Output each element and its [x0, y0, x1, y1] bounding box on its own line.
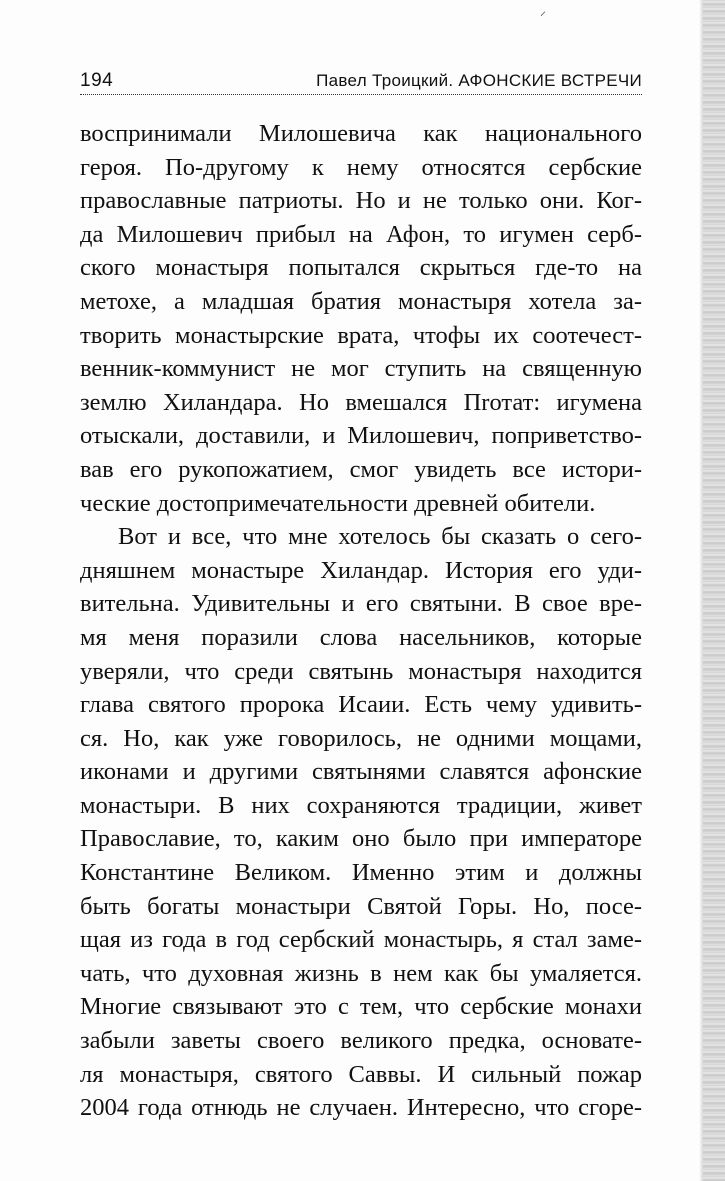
text-line: вительна. Удивительны и его святыни. В свое вре-: [80, 590, 642, 618]
page-header: [80, 70, 642, 95]
text-line: 2004 года отнюдь не случаен. Интересно, что сгоре-: [80, 1094, 642, 1122]
page-edge-stack: [703, 0, 725, 1181]
text-line: Вот и все, что мне хотелось бы сказать о сего-: [118, 523, 642, 551]
scan-speck: ⸝: [540, 4, 547, 18]
text-line: героя. По-другому к нему относятся сербские: [80, 153, 642, 181]
text-line: воспринимали Милошевича как национального: [80, 120, 642, 147]
text-line: глава святого пророка Исаии. Есть чему удивить-: [80, 691, 642, 719]
text-line: щая из года в год сербский монастырь, я стал заме-: [80, 926, 642, 954]
text-line: да Милошевич прибыл на Афон, то игумен серб-: [80, 220, 642, 248]
text-line: землю Хиландара. Но вмешался Пrотат: игумена: [80, 388, 642, 416]
text-line: Константине Великом. Именно этим и должны: [80, 859, 642, 887]
text-line: ля монастыря, святого Саввы. И сильный пожар: [80, 1060, 642, 1088]
text-line: быть богаты монастыри Святой Горы. Но, посе-: [80, 892, 642, 920]
text-line: дняшнем монастыре Хиландар. История его уди-: [80, 556, 642, 584]
text-line: православные патриоты. Но и не только они. Ког-: [80, 187, 642, 215]
text-line: ческие достопримечательности древней обители.: [80, 489, 596, 517]
text-line: вав его рукопожатием, смог увидеть все истори-: [80, 455, 642, 483]
paragraph: [80, 520, 642, 1125]
body-text: [80, 117, 642, 1125]
text-line: монастыри. В них сохраняются традиции, живет: [80, 791, 642, 819]
page-number: 194: [80, 70, 114, 91]
text-line: метохе, а младшая братия монастыря хотела за-: [80, 287, 642, 315]
text-line: чать, что духовная жизнь в нем как бы умаляется.: [80, 959, 642, 987]
text-line: Многие связывают это с тем, что сербские монахи: [80, 993, 642, 1021]
text-line: уверяли, что среди святынь монастыря находится: [80, 657, 642, 685]
text-line: иконами и другими святынями славятся афонские: [80, 758, 642, 786]
text-line: ся. Но, как уже говорилось, не одними мощами,: [80, 724, 642, 752]
text-line: отыскали, доставили, и Милошевич, поприветство-: [80, 422, 642, 450]
text-line: Православие, то, каким оно было при императоре: [80, 825, 642, 853]
text-line: мя меня поразили слова насельников, которые: [80, 623, 642, 651]
text-line: ского монастыря попытался скрыться где-то на: [80, 254, 642, 282]
text-line: забыли заветы своего великого предка, основате-: [80, 1027, 642, 1055]
running-head: Павел Троицкий. АФОНСКИЕ ВСТРЕЧИ: [316, 71, 642, 90]
text-line: венник-коммунист не мог ступить на священную: [80, 355, 642, 383]
paragraph: [80, 117, 642, 520]
text-line: творить монастырские врата, чтофы их соотечест-: [80, 321, 642, 349]
